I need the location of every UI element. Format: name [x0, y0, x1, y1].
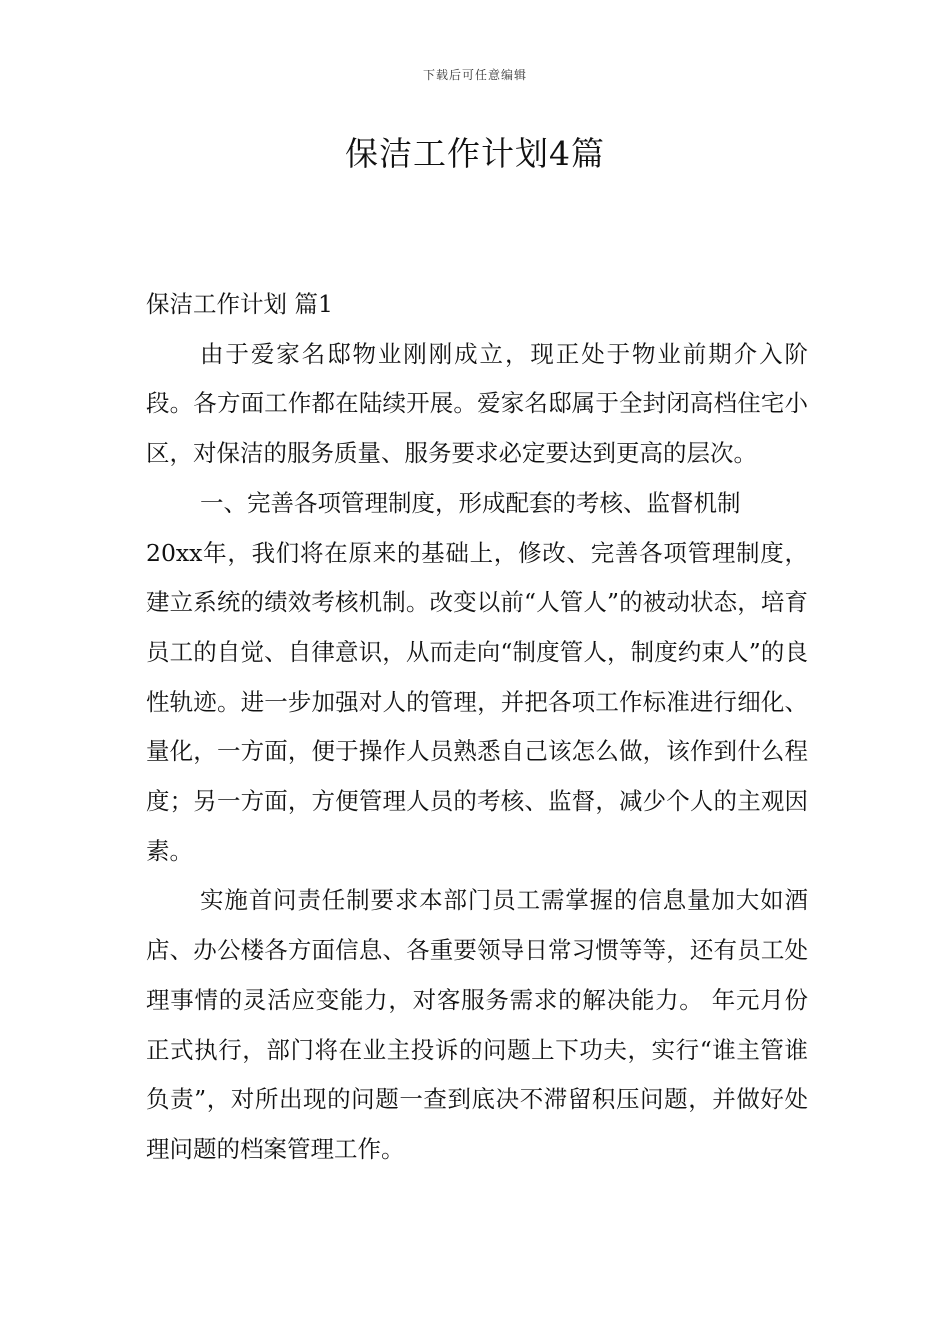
document-title: 保洁工作计划4篇 — [345, 134, 605, 173]
document-body — [146, 280, 808, 1175]
paragraph-intro: 由于爱家名邸物业刚刚成立，现正处于物业前期介入阶段。各方面工作都在陆续开展。爱家名邸属于全封闭高档住宅小区，对保洁的服务质量、服务要求必定要达到更高的层次。 — [146, 339, 808, 468]
header-note: 下载后可任意编辑 — [422, 68, 527, 82]
paragraph-first-responsibility: 实施首问责任制要求本部门员工需掌握的信息量加大如酒店、办公楼各方面信息、各重要领导日常习惯等等，还有员工处理事情的灵活应变能力，对客服务需求的解决能力。 年元月份正式执行，部门将在业主投诉的问题上下功夫，实行“谁主管谁负责”，对所出现的问题一查到底决不滞留积压问题，并做好处理问题的档案管理工作。 — [146, 886, 808, 1163]
paragraph-management-system: 20xx年，我们将在原来的基础上，修改、完善各项管理制度，建立系统的绩效考核机制。改变以前“人管人”的被动状态，培育员工的自觉、自律意识，从而走向“制度管人，制度约束人”的良性轨迹。进一步加强对人的管理，并把各项工作标准进行细化、量化，一方面，便于操作人员熟悉自己该怎么做，该作到什么程度；另一方面，方便管理人员的考核、监督，减少个人的主观因素。 — [146, 538, 808, 865]
paragraph-heading-one: 一、完善各项管理制度，形成配套的考核、监督机制 — [200, 488, 741, 517]
section-heading: 保洁工作计划 篇1 — [146, 290, 333, 318]
